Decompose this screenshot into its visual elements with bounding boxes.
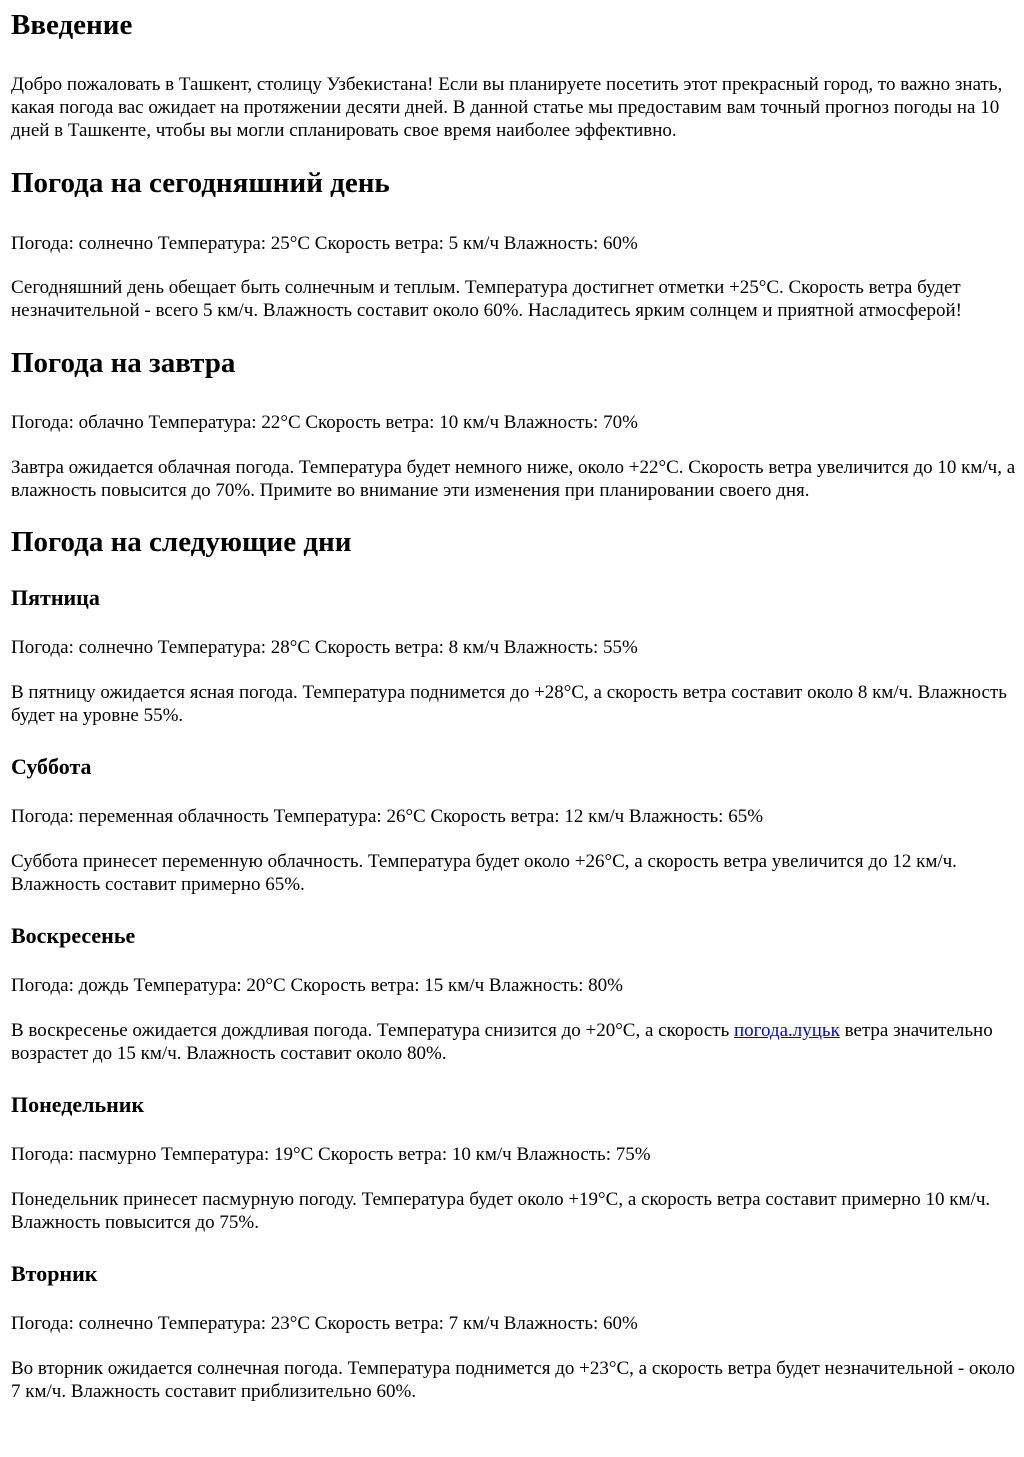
today-paragraph: Сегодняшний день обещает быть солнечным и теплым. Температура достигнет отметки +25°C. Скорость ветра будет незначительной - всего 5 км/ч. Влажность составит около 60%. Насладитесь ярким солнцем и приятной атмосферой! [11, 277, 962, 321]
intro-heading: Введение [11, 9, 133, 41]
intro-paragraph: Добро пожаловать в Ташкент, столицу Узбекистана! Если вы планируете посетить этот прекрасный город, то важно знать, какая погода вас ожидает на протяжении десяти дней. В данной статье мы предоставим вам точный прогноз погоды на 10 дней в Ташкенте, чтобы вы могли спланировать свое время наиболее эффективно. [11, 74, 1003, 141]
tuesday-heading: Вторник [11, 1261, 98, 1286]
tomorrow-summary: Погода: облачно Температура: 22°C Скорость ветра: 10 км/ч Влажность: 70% [11, 412, 638, 433]
tomorrow-paragraph: Завтра ожидается облачная погода. Температура будет немного ниже, около +22°C. Скорость ветра увеличится до 10 км/ч, а влажность повысится до 70%. Примите во внимание эти изменения при планировании своего дня. [11, 457, 1016, 501]
today-summary: Погода: солнечно Температура: 25°C Скорость ветра: 5 км/ч Влажность: 60% [11, 233, 638, 254]
monday-heading: Понедельник [11, 1092, 145, 1117]
sunday-paragraph-start: В воскресенье ожидается дождливая погода. Температура снизится до +20°C, а скорость [11, 1020, 734, 1041]
sunday-paragraph [11, 1019, 1016, 1065]
today-heading: Погода на сегодняшний день [11, 167, 390, 199]
friday-heading: Пятница [11, 585, 100, 610]
sunday-paragraph-end: ветра значительно возрастет до 15 км/ч. Влажность составит около 80%. [11, 1020, 993, 1064]
saturday-heading: Суббота [11, 754, 92, 779]
tuesday-summary: Погода: солнечно Температура: 23°C Скорость ветра: 7 км/ч Влажность: 60% [11, 1313, 638, 1334]
monday-paragraph: Понедельник принесет пасмурную погоду. Температура будет около +19°C, а скорость ветра составит примерно 10 км/ч. Влажность повысится до 75%. [11, 1189, 991, 1233]
next-days-heading: Погода на следующие дни [11, 526, 352, 558]
friday-summary: Погода: солнечно Температура: 28°C Скорость ветра: 8 км/ч Влажность: 55% [11, 637, 638, 658]
saturday-paragraph: Суббота принесет переменную облачность. Температура будет около +26°C, а скорость ветра увеличится до 12 км/ч. Влажность составит примерно 65%. [11, 851, 957, 895]
article [0, 8, 1024, 1403]
tuesday-paragraph: Во вторник ожидается солнечная погода. Температура поднимется до +23°C, а скорость ветра будет незначительной - около 7 км/ч. Влажность составит приблизительно 60%. [11, 1358, 1016, 1402]
sunday-summary: Погода: дождь Температура: 20°C Скорость ветра: 15 км/ч Влажность: 80% [11, 975, 623, 996]
tomorrow-heading: Погода на завтра [11, 347, 236, 379]
sunday-heading: Воскресенье [11, 923, 136, 948]
friday-paragraph: В пятницу ожидается ясная погода. Температура поднимется до +28°C, а скорость ветра составит около 8 км/ч. Влажность будет на уровне 55%. [11, 682, 1007, 726]
saturday-summary: Погода: переменная облачность Температура: 26°C Скорость ветра: 12 км/ч Влажность: 65% [11, 806, 764, 827]
monday-summary: Погода: пасмурно Температура: 19°C Скорость ветра: 10 км/ч Влажность: 75% [11, 1144, 651, 1165]
pogoda-lutsk-link[interactable]: погода.луцьк [733, 1020, 840, 1041]
